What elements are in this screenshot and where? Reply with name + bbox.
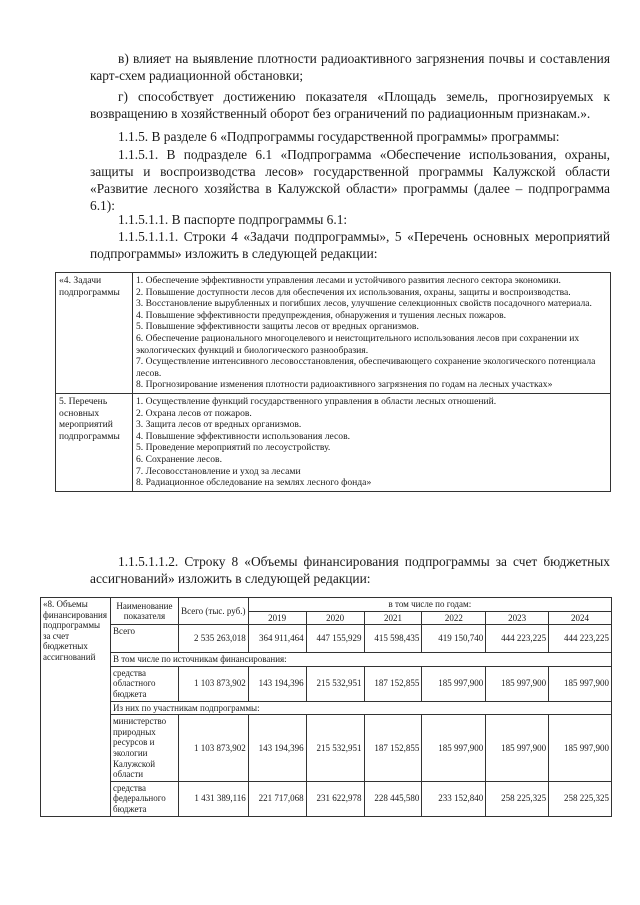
table-row — [41, 701, 612, 715]
header-name: Наименование показателя — [110, 598, 178, 625]
financing-table — [40, 597, 612, 817]
paragraph-1-1-5-1-1-2: 1.1.5.1.1.2. Строку 8 «Объемы финансирования подпрограммы за счет бюджетных ассигнований» изложить в следующей редакции: — [90, 554, 610, 586]
list-item: 6. Сохранение лесов. — [136, 453, 222, 465]
cell-value: 143 194,396 — [248, 715, 306, 782]
cell-value: 231 622,978 — [306, 781, 364, 816]
activities-list-cell — [133, 393, 611, 491]
financing-row-label: «8. Объемы финансирования подпрограммы за счет бюджетных ассигнований — [41, 598, 111, 817]
row-label-total: Всего — [110, 625, 178, 653]
header-year: 2022 — [422, 611, 486, 625]
cell-value: 419 150,740 — [422, 625, 486, 653]
list-item: 5. Повышение эффективности защиты лесов от вредных организмов. — [136, 321, 419, 333]
cell-value: 444 223,225 — [549, 625, 612, 653]
table-row — [41, 625, 612, 653]
paragraph-g: г) способствует достижению показателя «Площадь земель, прогнозируемых к возвращению в хозяйственный оборот без ограничений по радиационным признакам.». — [90, 89, 610, 121]
cell-value: 1 103 873,902 — [178, 715, 248, 782]
list-item: 2. Охрана лесов от пожаров. — [136, 407, 252, 419]
header-years-group: в том числе по годам: — [248, 598, 611, 612]
list-item: 8. Радиационное обследование на землях лесного фонда» — [136, 477, 372, 489]
cell-value: 215 532,951 — [306, 666, 364, 701]
activities-row-label: 5. Перечень основных мероприятий подпрограммы — [56, 393, 133, 491]
cell-value: 364 911,464 — [248, 625, 306, 653]
list-item: 1. Обеспечение эффективности управления лесами и устойчивого развития лесного сектора экономики. — [136, 275, 561, 286]
cell-value: 185 997,900 — [549, 715, 612, 782]
cell-value: 221 717,068 — [248, 781, 306, 816]
cell-value: 185 997,900 — [422, 715, 486, 782]
list-item: 8. Прогнозирование изменения плотности радиоактивного загрязнения по годам на лесных участках» — [136, 379, 553, 391]
table-row — [56, 393, 611, 491]
cell-value: 2 535 263,018 — [178, 625, 248, 653]
cell-value: 233 152,840 — [422, 781, 486, 816]
cell-value: 444 223,225 — [486, 625, 549, 653]
paragraph-1-1-5: 1.1.5. В разделе 6 «Подпрограммы государственной программы» программы: — [118, 129, 560, 144]
cell-value: 215 532,951 — [306, 715, 364, 782]
cell-value: 187 152,855 — [364, 715, 422, 782]
table-row — [41, 653, 612, 667]
table-row — [41, 598, 612, 612]
list-item: 7. Лесовосстановление и уход за лесами — [136, 465, 301, 477]
cell-value: 258 225,325 — [549, 781, 612, 816]
list-item: 1. Осуществление функций государственного управления в области лесных отношений. — [136, 395, 497, 407]
cell-value: 1 431 389,116 — [178, 781, 248, 816]
paragraph-1-1-5-1-1: 1.1.5.1.1. В паспорте подпрограммы 6.1: — [118, 212, 348, 227]
row-label-regional: средства областного бюджета — [110, 666, 178, 701]
list-item: 2. Повышение доступности лесов для обеспечения их использования, охраны, защиты и воспроизводства. — [136, 286, 571, 298]
row-label-ministry: министерство природных ресурсов и экологии Калужской области — [110, 715, 178, 782]
table-row — [41, 666, 612, 701]
cell-value: 258 225,325 — [486, 781, 549, 816]
row-label-federal: средства федерального бюджета — [110, 781, 178, 816]
tasks-activities-table — [55, 272, 611, 492]
table-row — [41, 715, 612, 782]
cell-value: 185 997,900 — [422, 666, 486, 701]
cell-value: 1 103 873,902 — [178, 666, 248, 701]
activities-list — [136, 396, 607, 489]
list-item: 3. Защита лесов от вредных организмов. — [136, 419, 302, 431]
cell-value: 185 997,900 — [549, 666, 612, 701]
header-total: Всего (тыс. руб.) — [178, 598, 248, 625]
paragraph-v: в) влияет на выявление плотности радиоактивного загрязнения почвы и составления карт-схем радиационной обстановки; — [90, 51, 610, 83]
list-item: 4. Повышение эффективности предупреждения, обнаружения и тушения лесных пожаров. — [136, 309, 507, 321]
tasks-list-cell — [133, 273, 611, 394]
tasks-row-label: «4. Задачи подпрограммы — [56, 273, 133, 394]
table-row — [56, 273, 611, 394]
cell-value: 185 997,900 — [486, 715, 549, 782]
list-item: 3. Восстановление вырубленных и погибших лесов, улучшение селекционных свойств посадочного материала. — [136, 298, 592, 310]
list-item: 6. Обеспечение рационального многоцелевого и неистощительного использования лесов при сохранении их экологических функций и биологического разнообразия. — [136, 332, 580, 356]
header-year: 2019 — [248, 611, 306, 625]
cell-value: 187 152,855 — [364, 666, 422, 701]
list-item: 5. Проведение мероприятий по лесоустройству. — [136, 442, 331, 454]
cell-value: 415 598,435 — [364, 625, 422, 653]
cell-value: 143 194,396 — [248, 666, 306, 701]
paragraph-1-1-5-1: 1.1.5.1. В подразделе 6.1 «Подпрограмма «Обеспечение использования, охраны, защиты и воспроизводства лесов» государственной программы Калужской области «Развитие лесного хозяйства в Калужской области» программы (далее – подпрограмма 6.1): — [90, 147, 610, 213]
paragraph-1-1-5-1-1-1: 1.1.5.1.1.1. Строки 4 «Задачи подпрограммы», 5 «Перечень основных мероприятий подпрограммы» изложить в следующей редакции: — [90, 229, 610, 261]
table-row — [41, 781, 612, 816]
header-year: 2021 — [364, 611, 422, 625]
list-item: 4. Повышение эффективности использования лесов. — [136, 430, 351, 442]
header-year: 2023 — [486, 611, 549, 625]
list-item: 7. Осуществление интенсивного лесовосстановления, обеспечивающего сохранение экологического потенциала лесов. — [136, 356, 596, 379]
participants-subheader: Из них по участникам подпрограммы: — [110, 701, 611, 715]
cell-value: 228 445,580 — [364, 781, 422, 816]
cell-value: 185 997,900 — [486, 666, 549, 701]
sources-subheader: В том числе по источникам финансирования: — [110, 653, 611, 667]
header-year: 2024 — [549, 611, 612, 625]
header-year: 2020 — [306, 611, 364, 625]
cell-value: 447 155,929 — [306, 625, 364, 653]
tasks-list — [136, 275, 607, 391]
